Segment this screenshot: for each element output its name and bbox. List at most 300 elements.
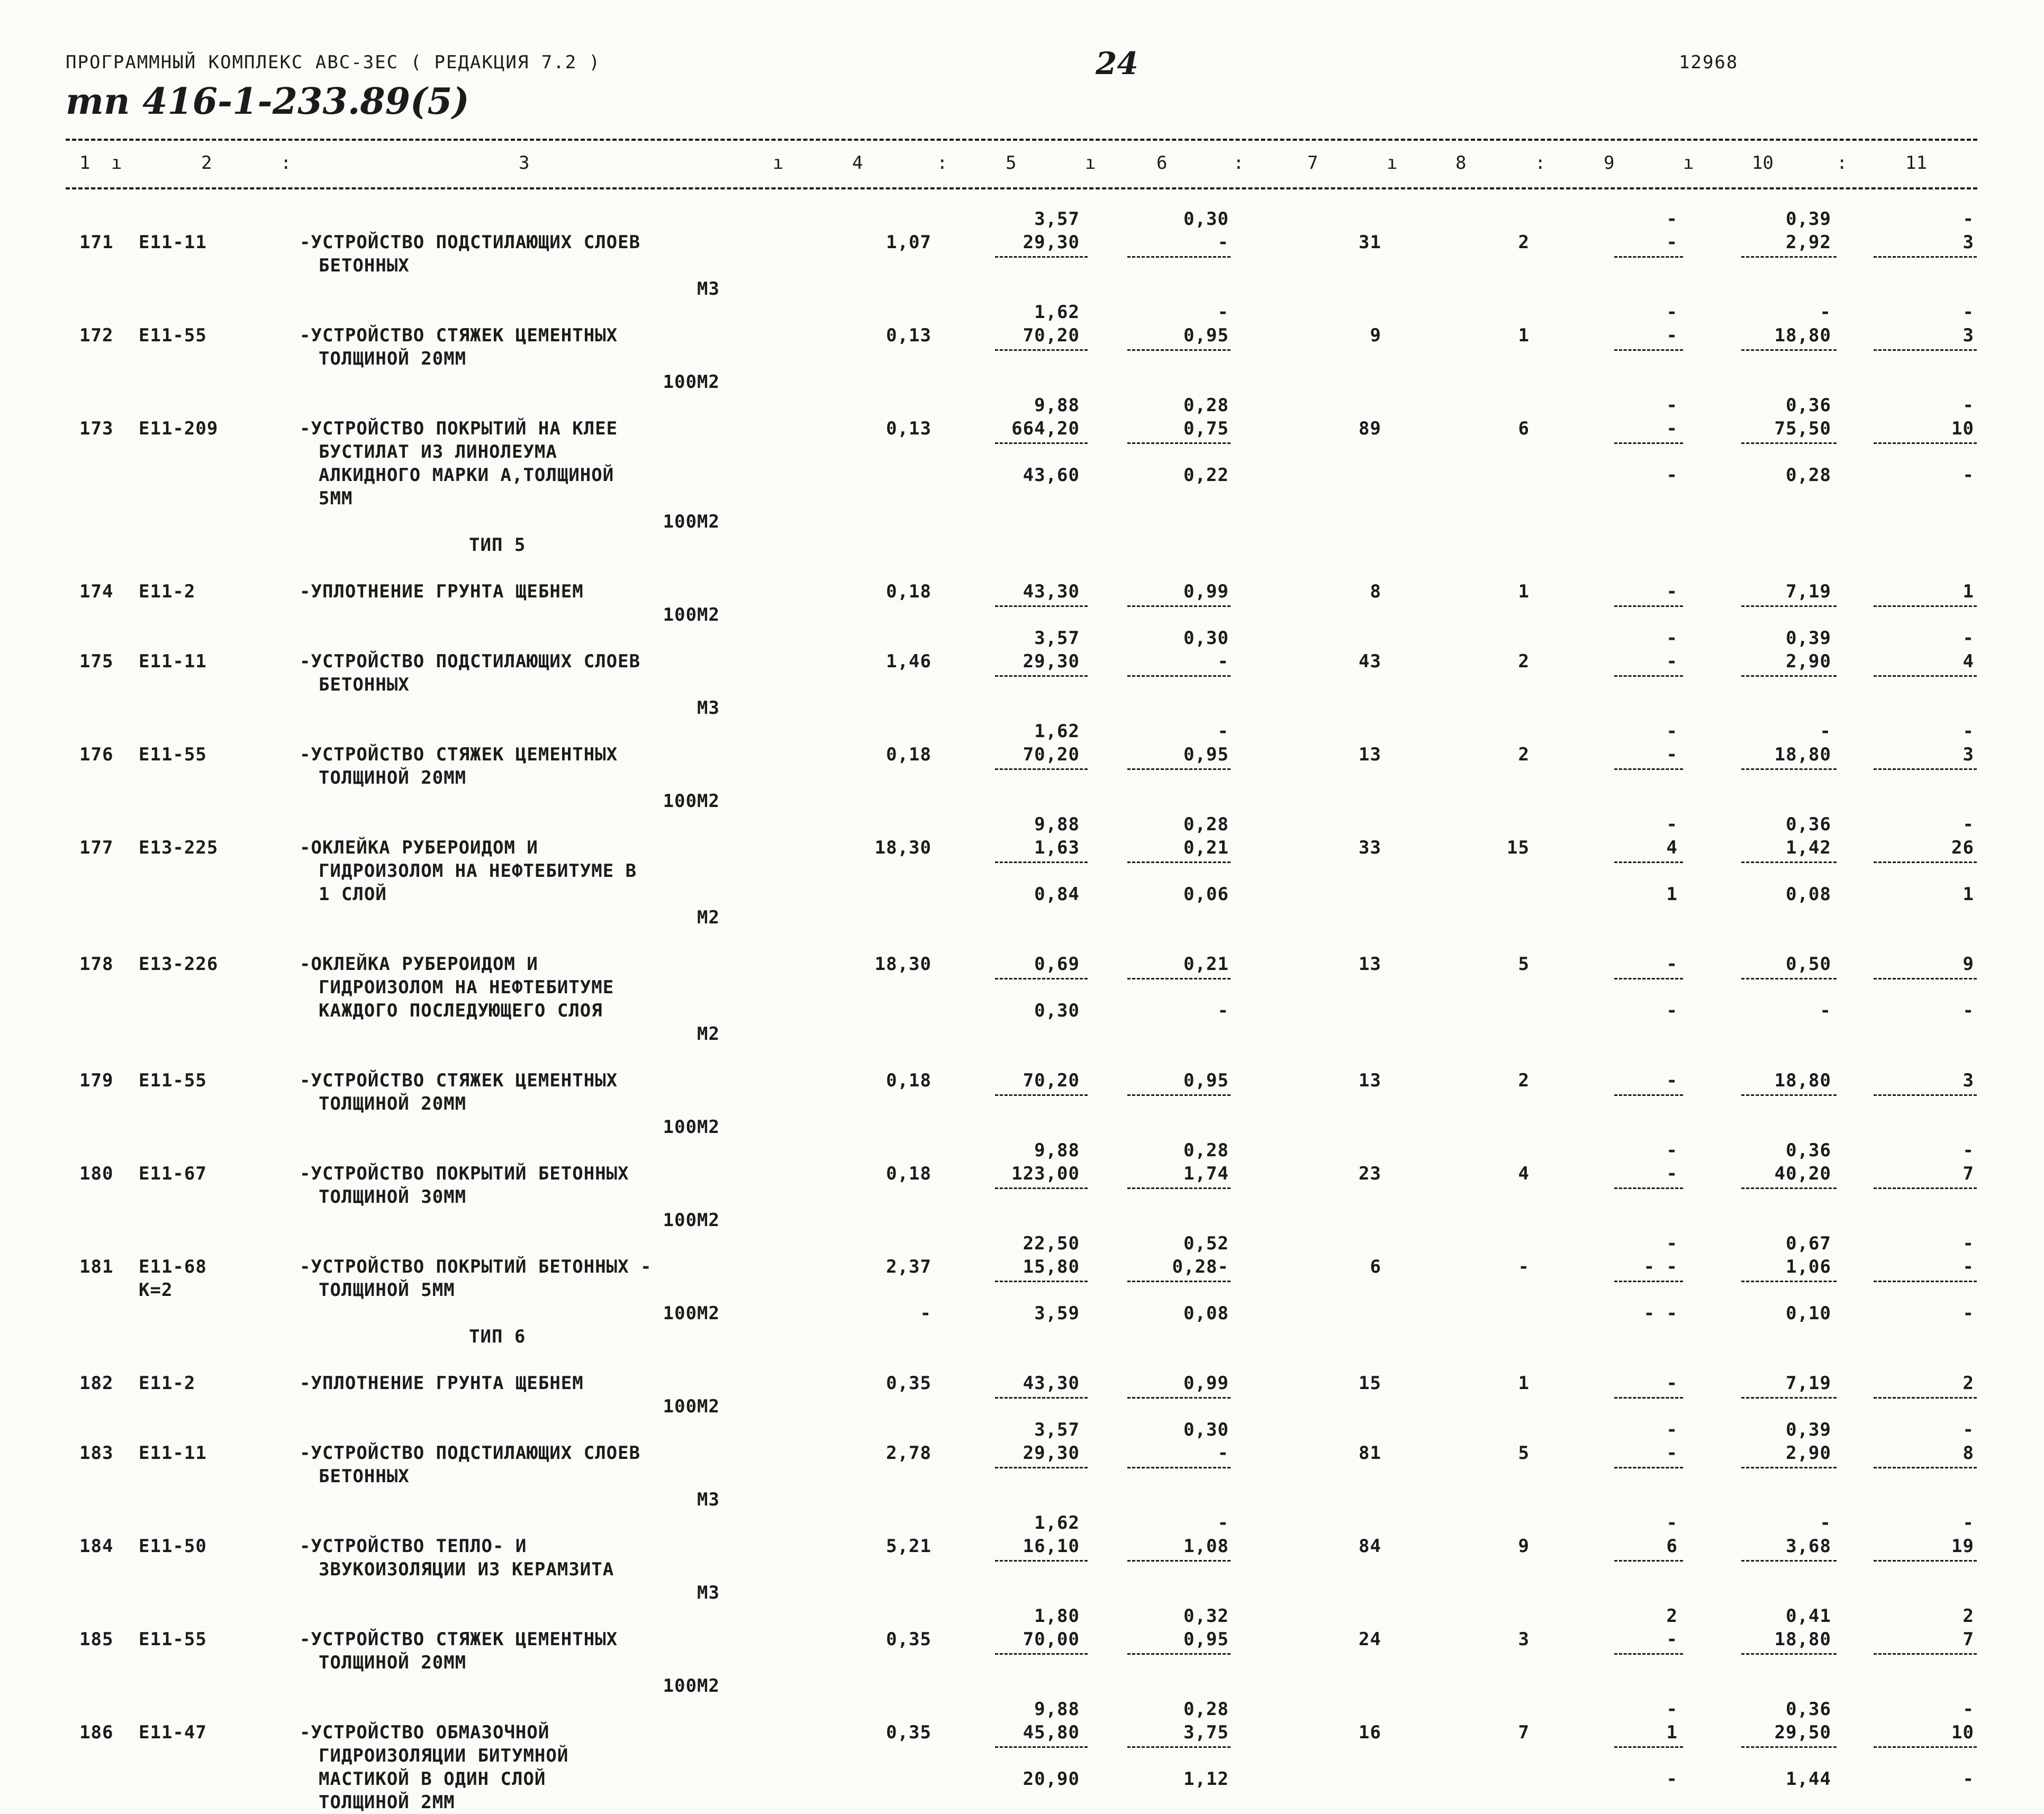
measure-unit: 100М2 (663, 1675, 720, 1697)
value-c6-1: 1,08 (1183, 1536, 1229, 1557)
measure-unit: М2 (697, 1023, 720, 1045)
work-description: -УСТРОЙСТВО СТЯЖЕК ЦЕМЕНТНЫХ (300, 1070, 618, 1091)
underline-c9 (1614, 256, 1683, 258)
work-description: -ОКЛЕЙКА РУБЕРОИДОМ И (300, 954, 538, 975)
row-number: 176 (79, 744, 114, 765)
project-code: тп 416-1-233.89(5) (66, 80, 469, 123)
underline-c10 (1741, 349, 1837, 351)
underline-c5 (995, 768, 1088, 770)
underline-c11 (1874, 605, 1977, 607)
measure-unit: 100М2 (663, 1303, 720, 1324)
value-c11-0: - (1962, 1512, 1974, 1534)
underline-c10 (1741, 1281, 1837, 1282)
value-c11-0: - (1962, 814, 1974, 835)
value-c11-1: 7 (1962, 1629, 1974, 1650)
value-c10-2: 0,08 (1786, 884, 1831, 905)
value-c9-1: - (1666, 1373, 1678, 1394)
value-c5-1: 1,63 (1034, 837, 1080, 858)
value-c9-1: - (1666, 1163, 1678, 1184)
row-number: 181 (79, 1256, 114, 1277)
value-c6-1: 0,28- (1172, 1256, 1229, 1277)
measure-unit: М3 (697, 278, 720, 300)
value-c11-0: - (1962, 1699, 1974, 1720)
value-c5-2: 43,60 (1023, 465, 1080, 486)
underline-c6 (1127, 1187, 1231, 1189)
underline-c11 (1874, 1187, 1977, 1189)
value-c5-1: 70,20 (1023, 744, 1080, 765)
norm-code: Е13-226 (139, 954, 219, 975)
value-c5-1: 29,30 (1023, 1443, 1080, 1464)
value-c11-2: 1 (1962, 884, 1974, 905)
underline-c9 (1614, 1397, 1683, 1399)
value-c10-1: 18,80 (1774, 325, 1831, 346)
value-c9-1: - - (1643, 1256, 1678, 1277)
value-c6-1: 0,99 (1183, 581, 1229, 602)
underline-c9 (1614, 1281, 1683, 1282)
work-description: АЛКИДНОГО МАРКИ А,ТОЛЩИНОЙ (319, 465, 614, 486)
value-c10-0: 0,39 (1786, 628, 1831, 649)
cost-col8: 7 (1518, 1722, 1530, 1743)
underline-c6 (1127, 1397, 1231, 1399)
value-c6-0: 0,30 (1183, 628, 1229, 649)
norm-code: Е11-55 (139, 1629, 207, 1650)
value-c6-1: 0,95 (1183, 325, 1229, 346)
work-description: -УСТРОЙСТВО ПОКРЫТИЙ БЕТОННЫХ - (300, 1256, 652, 1277)
column-header-7: 7 (1307, 152, 1318, 174)
column-separator: : (1837, 152, 1848, 174)
value-c5-0: 22,50 (1023, 1233, 1080, 1254)
cost-col7: 15 (1359, 1373, 1381, 1394)
underline-c11 (1874, 1560, 1977, 1562)
value-c9-2: 1 (1666, 884, 1678, 905)
value-c6-1: 3,75 (1183, 1722, 1229, 1743)
row-number: 185 (79, 1629, 114, 1650)
quantity: 18,30 (874, 837, 931, 858)
value-c5-1: 43,30 (1023, 1373, 1080, 1394)
work-description: -ОКЛЕЙКА РУБЕРОИДОМ И (300, 837, 538, 858)
cost-col7: 89 (1359, 418, 1381, 439)
measure-unit: 100М2 (663, 511, 720, 532)
value-c10-1: 18,80 (1774, 744, 1831, 765)
value-c11-1: 9 (1962, 954, 1974, 975)
value-c10-1: 29,50 (1774, 1722, 1831, 1743)
norm-code: Е11-55 (139, 1070, 207, 1091)
quantity: 0,18 (886, 744, 931, 765)
cost-col8: 1 (1518, 581, 1530, 602)
underline-c11 (1874, 675, 1977, 677)
value-c9-2: - (1666, 1000, 1678, 1021)
value-c11-0: - (1962, 1233, 1974, 1254)
work-description: -УСТРОЙСТВО ПОКРЫТИЙ БЕТОННЫХ (300, 1163, 629, 1184)
cost-col7: 6 (1370, 1256, 1381, 1277)
value-c9-1: - (1666, 418, 1678, 439)
value-c6-0: 0,32 (1183, 1606, 1229, 1627)
column-separator: : (1535, 152, 1546, 174)
quantity: 0,18 (886, 1070, 931, 1091)
value-c11-1: 3 (1962, 232, 1974, 253)
norm-code: Е11-2 (139, 581, 196, 602)
underline-c9 (1614, 768, 1683, 770)
column-header-10: 10 (1752, 152, 1774, 174)
quantity: 2,78 (886, 1443, 931, 1464)
work-description: -УСТРОЙСТВО ТЕПЛО- И (300, 1536, 527, 1557)
quantity: 0,18 (886, 581, 931, 602)
value-c9-0: 2 (1666, 1606, 1678, 1627)
value-c6-2: 0,08 (1183, 1303, 1229, 1324)
column-separator: ı (1085, 152, 1096, 174)
underline-c9 (1614, 1653, 1683, 1655)
value-c11-0: - (1962, 721, 1974, 742)
underline-c6 (1127, 978, 1231, 979)
underline-c5 (995, 861, 1088, 863)
value-c6-1: 0,99 (1183, 1373, 1229, 1394)
value-c5-1: 45,80 (1023, 1722, 1080, 1743)
column-separator: : (937, 152, 948, 174)
underline-c5 (995, 349, 1088, 351)
work-description: 5ММ (319, 488, 353, 509)
underline-c5 (995, 978, 1088, 979)
cost-col8: 15 (1507, 837, 1530, 858)
work-description: -УСТРОЙСТВО ПОДСТИЛАЮЩИХ СЛОЕВ (300, 1443, 641, 1464)
value-c9-1: - (1666, 1443, 1678, 1464)
underline-c5 (995, 1560, 1088, 1562)
work-description: ТОЛЩИНОЙ 2ММ (319, 1792, 455, 1813)
page-number: 24 (1096, 46, 1138, 81)
column-header-5: 5 (1006, 152, 1017, 174)
value-c10-1: 7,19 (1786, 581, 1831, 602)
value-c9-1: - (1666, 954, 1678, 975)
underline-c9 (1614, 1560, 1683, 1562)
row-number: 172 (79, 325, 114, 346)
cost-col7: 24 (1359, 1629, 1381, 1650)
section-type-label: ТИП 5 (469, 534, 526, 556)
value-c11-1: 26 (1951, 837, 1974, 858)
underline-c10 (1741, 768, 1837, 770)
measure-unit: М3 (697, 1582, 720, 1603)
quantity: 0,18 (886, 1163, 931, 1184)
value-c6-0: 0,28 (1183, 1140, 1229, 1161)
cost-col7: 81 (1359, 1443, 1381, 1464)
value-c5-1: 0,69 (1034, 954, 1080, 975)
underline-c10 (1741, 1653, 1837, 1655)
value-c5-0: 1,80 (1034, 1606, 1080, 1627)
underline-c6 (1127, 442, 1231, 444)
value-c10-1: 75,50 (1774, 418, 1831, 439)
underline-c6 (1127, 1653, 1231, 1655)
value-c10-2: 1,44 (1786, 1768, 1831, 1790)
value-c6-0: 0,28 (1183, 395, 1229, 416)
work-description: ЗВУКОИЗОЛЯЦИИ ИЗ КЕРАМЗИТА (319, 1559, 614, 1580)
row-number: 183 (79, 1443, 114, 1464)
value-c9-1: 1 (1666, 1722, 1678, 1743)
underline-c9 (1614, 1746, 1683, 1748)
value-c6-0: 0,30 (1183, 1419, 1229, 1440)
underline-c5 (995, 1187, 1088, 1189)
value-c6-0: - (1217, 1512, 1229, 1534)
value-c5-0: 1,62 (1034, 1512, 1080, 1534)
quantity-extra: - (920, 1303, 931, 1324)
quantity: 5,21 (886, 1536, 931, 1557)
quantity: 1,46 (886, 651, 931, 672)
value-c5-0: 3,57 (1034, 628, 1080, 649)
underline-c10 (1741, 1187, 1837, 1189)
underline-c11 (1874, 1746, 1977, 1748)
value-c5-0: 3,57 (1034, 1419, 1080, 1440)
underline-c10 (1741, 675, 1837, 677)
value-c10-0: 0,36 (1786, 1699, 1831, 1720)
work-description: ТОЛЩИНОЙ 5ММ (319, 1280, 455, 1301)
underline-c10 (1741, 256, 1837, 258)
value-c11-0: 2 (1962, 1606, 1974, 1627)
cost-col8: 2 (1518, 744, 1530, 765)
cost-col8: 3 (1518, 1629, 1530, 1650)
value-c5-0: 1,62 (1034, 721, 1080, 742)
value-c11-2: - (1962, 465, 1974, 486)
underline-c6 (1127, 1094, 1231, 1096)
column-header-9: 9 (1604, 152, 1615, 174)
underline-c9 (1614, 442, 1683, 444)
quantity: 0,35 (886, 1373, 931, 1394)
work-description: БУСТИЛАТ ИЗ ЛИНОЛЕУМА (319, 441, 557, 462)
value-c10-0: 0,41 (1786, 1606, 1831, 1627)
value-c5-0: 3,57 (1034, 208, 1080, 230)
quantity: 2,37 (886, 1256, 931, 1277)
value-c5-2: 0,84 (1034, 884, 1080, 905)
value-c11-1: 3 (1962, 1070, 1974, 1091)
row-number: 182 (79, 1373, 114, 1394)
value-c11-1: 4 (1962, 651, 1974, 672)
row-number: 186 (79, 1722, 114, 1743)
value-c6-0: - (1217, 721, 1229, 742)
quantity: 1,07 (886, 232, 931, 253)
value-c9-1: 4 (1666, 837, 1678, 858)
underline-c5 (995, 1397, 1088, 1399)
value-c6-1: 0,21 (1183, 954, 1229, 975)
value-c5-1: 29,30 (1023, 232, 1080, 253)
value-c10-1: 0,50 (1786, 954, 1831, 975)
measure-unit: М3 (697, 697, 720, 719)
underline-c11 (1874, 1281, 1977, 1282)
value-c5-1: 123,00 (1011, 1163, 1080, 1184)
cost-col7: 9 (1370, 325, 1381, 346)
value-c6-2: 1,12 (1183, 1768, 1229, 1790)
value-c10-0: - (1820, 721, 1831, 742)
value-c6-1: - (1217, 232, 1229, 253)
value-c11-1: 10 (1951, 1722, 1974, 1743)
underline-c5 (995, 605, 1088, 607)
cost-col7: 13 (1359, 744, 1381, 765)
work-description: МАСТИКОЙ В ОДИН СЛОЙ (319, 1768, 546, 1790)
column-separator: : (281, 152, 292, 174)
cost-col7: 31 (1359, 232, 1381, 253)
norm-code: Е11-55 (139, 744, 207, 765)
cost-col8: 2 (1518, 232, 1530, 253)
value-c10-2: 0,28 (1786, 465, 1831, 486)
underline-c9 (1614, 349, 1683, 351)
value-c10-1: 2,90 (1786, 1443, 1831, 1464)
value-c5-2: 20,90 (1023, 1768, 1080, 1790)
value-c6-1: - (1217, 1443, 1229, 1464)
value-c9-1: 6 (1666, 1536, 1678, 1557)
cost-col7: 23 (1359, 1163, 1381, 1184)
norm-code: Е11-2 (139, 1373, 196, 1394)
underline-c11 (1874, 1094, 1977, 1096)
value-c10-1: 2,92 (1786, 232, 1831, 253)
value-c9-0: - (1666, 1140, 1678, 1161)
norm-code: Е11-209 (139, 418, 219, 439)
norm-code: Е11-11 (139, 1443, 207, 1464)
underline-c11 (1874, 442, 1977, 444)
underline-c10 (1741, 861, 1837, 863)
row-number: 177 (79, 837, 114, 858)
work-description: БЕТОННЫХ (319, 1466, 410, 1487)
cost-col7: 33 (1359, 837, 1381, 858)
work-description: -УСТРОЙСТВО СТЯЖЕК ЦЕМЕНТНЫХ (300, 744, 618, 765)
norm-code: Е11-67 (139, 1163, 207, 1184)
cost-col8: 2 (1518, 651, 1530, 672)
work-description: -УПЛОТНЕНИЕ ГРУНТА ЩЕБНЕМ (300, 1373, 584, 1394)
underline-c6 (1127, 1746, 1231, 1748)
value-c10-2: - (1820, 1000, 1831, 1021)
underline-c5 (995, 1746, 1088, 1748)
table-top-rule (66, 139, 1977, 141)
value-c6-1: 0,75 (1183, 418, 1229, 439)
value-c9-0: - (1666, 1419, 1678, 1440)
underline-c11 (1874, 861, 1977, 863)
value-c10-0: 0,36 (1786, 395, 1831, 416)
underline-c10 (1741, 1094, 1837, 1096)
row-number: 173 (79, 418, 114, 439)
row-number: 184 (79, 1536, 114, 1557)
value-c5-1: 15,80 (1023, 1256, 1080, 1277)
work-description: 1 СЛОЙ (319, 884, 387, 905)
value-c6-1: 0,95 (1183, 1629, 1229, 1650)
value-c11-0: - (1962, 628, 1974, 649)
underline-c6 (1127, 1560, 1231, 1562)
value-c11-1: 2 (1962, 1373, 1974, 1394)
value-c10-2: 0,10 (1786, 1303, 1831, 1324)
value-c5-1: 29,30 (1023, 651, 1080, 672)
value-c9-0: - (1666, 302, 1678, 323)
norm-code: Е13-225 (139, 837, 219, 858)
value-c9-0: - (1666, 1233, 1678, 1254)
value-c6-0: - (1217, 302, 1229, 323)
cost-col7: 84 (1359, 1536, 1381, 1557)
cost-col8: 4 (1518, 1163, 1530, 1184)
measure-unit: 100М2 (663, 371, 720, 393)
quantity: 0,35 (886, 1722, 931, 1743)
value-c9-1: - (1666, 1629, 1678, 1650)
underline-c11 (1874, 768, 1977, 770)
underline-c10 (1741, 605, 1837, 607)
row-number: 180 (79, 1163, 114, 1184)
column-separator: ı (1683, 152, 1694, 174)
row-number: 175 (79, 651, 114, 672)
value-c9-1: - (1666, 744, 1678, 765)
underline-c9 (1614, 978, 1683, 979)
cost-col8: 2 (1518, 1070, 1530, 1091)
underline-c9 (1614, 861, 1683, 863)
value-c9-0: - (1666, 814, 1678, 835)
row-number: 174 (79, 581, 114, 602)
cost-col8: 1 (1518, 1373, 1530, 1394)
work-description: -УСТРОЙСТВО ПОДСТИЛАЮЩИХ СЛОЕВ (300, 232, 641, 253)
value-c5-2: 0,30 (1034, 1000, 1080, 1021)
work-description: ТОЛЩИНОЙ 30ММ (319, 1186, 467, 1208)
value-c9-0: - (1666, 208, 1678, 230)
value-c6-0: 0,30 (1183, 208, 1229, 230)
value-c10-1: 40,20 (1774, 1163, 1831, 1184)
norm-code: Е11-68 (139, 1256, 207, 1277)
value-c5-0: 9,88 (1034, 1140, 1080, 1161)
value-c10-0: 0,36 (1786, 814, 1831, 835)
value-c11-1: 3 (1962, 744, 1974, 765)
cost-col8: 5 (1518, 954, 1530, 975)
work-description: -УПЛОТНЕНИЕ ГРУНТА ЩЕБНЕМ (300, 581, 584, 602)
norm-code: Е11-47 (139, 1722, 207, 1743)
column-header-4: 4 (852, 152, 863, 174)
value-c6-2: - (1217, 1000, 1229, 1021)
value-c9-1: - (1666, 1070, 1678, 1091)
underline-c6 (1127, 1281, 1231, 1282)
work-description: -УСТРОЙСТВО ОБМАЗОЧНОЙ (300, 1722, 550, 1743)
value-c6-1: 0,95 (1183, 1070, 1229, 1091)
column-header-1: 1 (79, 152, 91, 174)
value-c5-1: 16,10 (1023, 1536, 1080, 1557)
quantity: 18,30 (874, 954, 931, 975)
underline-c10 (1741, 1560, 1837, 1562)
value-c5-1: 70,00 (1023, 1629, 1080, 1650)
underline-c6 (1127, 256, 1231, 258)
value-c9-1: - (1666, 232, 1678, 253)
work-description: ТОЛЩИНОЙ 20ММ (319, 767, 467, 788)
underline-c9 (1614, 1187, 1683, 1189)
work-description: ТОЛЩИНОЙ 20ММ (319, 1652, 467, 1673)
value-c11-1: 19 (1951, 1536, 1974, 1557)
measure-unit: М2 (697, 907, 720, 928)
value-c6-0: 0,28 (1183, 1699, 1229, 1720)
underline-c5 (995, 1653, 1088, 1655)
underline-c9 (1614, 605, 1683, 607)
measure-unit: 100М2 (663, 604, 720, 625)
value-c10-0: 0,36 (1786, 1140, 1831, 1161)
value-c11-2: - (1962, 1768, 1974, 1790)
value-c11-0: - (1962, 1140, 1974, 1161)
underline-c5 (995, 1281, 1088, 1282)
norm-code: Е11-11 (139, 232, 207, 253)
value-c10-0: 0,39 (1786, 1419, 1831, 1440)
underline-c5 (995, 442, 1088, 444)
document-code: 12968 (1679, 52, 1739, 73)
value-c10-0: 0,39 (1786, 208, 1831, 230)
underline-c5 (995, 675, 1088, 677)
value-c11-2: - (1962, 1303, 1974, 1324)
value-c10-1: 7,19 (1786, 1373, 1831, 1394)
underline-c6 (1127, 768, 1231, 770)
value-c9-2: - (1666, 465, 1678, 486)
value-c9-1: - (1666, 325, 1678, 346)
quantity: 0,13 (886, 325, 931, 346)
work-description: -УСТРОЙСТВО ПОКРЫТИЙ НА КЛЕЕ (300, 418, 618, 439)
value-c9-0: - (1666, 628, 1678, 649)
value-c9-0: - (1666, 1699, 1678, 1720)
measure-unit: 100М2 (663, 791, 720, 812)
work-description: -УСТРОЙСТВО СТЯЖЕК ЦЕМЕНТНЫХ (300, 1629, 618, 1650)
value-c5-0: 9,88 (1034, 395, 1080, 416)
row-number: 171 (79, 232, 114, 253)
work-description: ТОЛЩИНОЙ 20ММ (319, 1093, 467, 1114)
underline-c9 (1614, 1094, 1683, 1096)
